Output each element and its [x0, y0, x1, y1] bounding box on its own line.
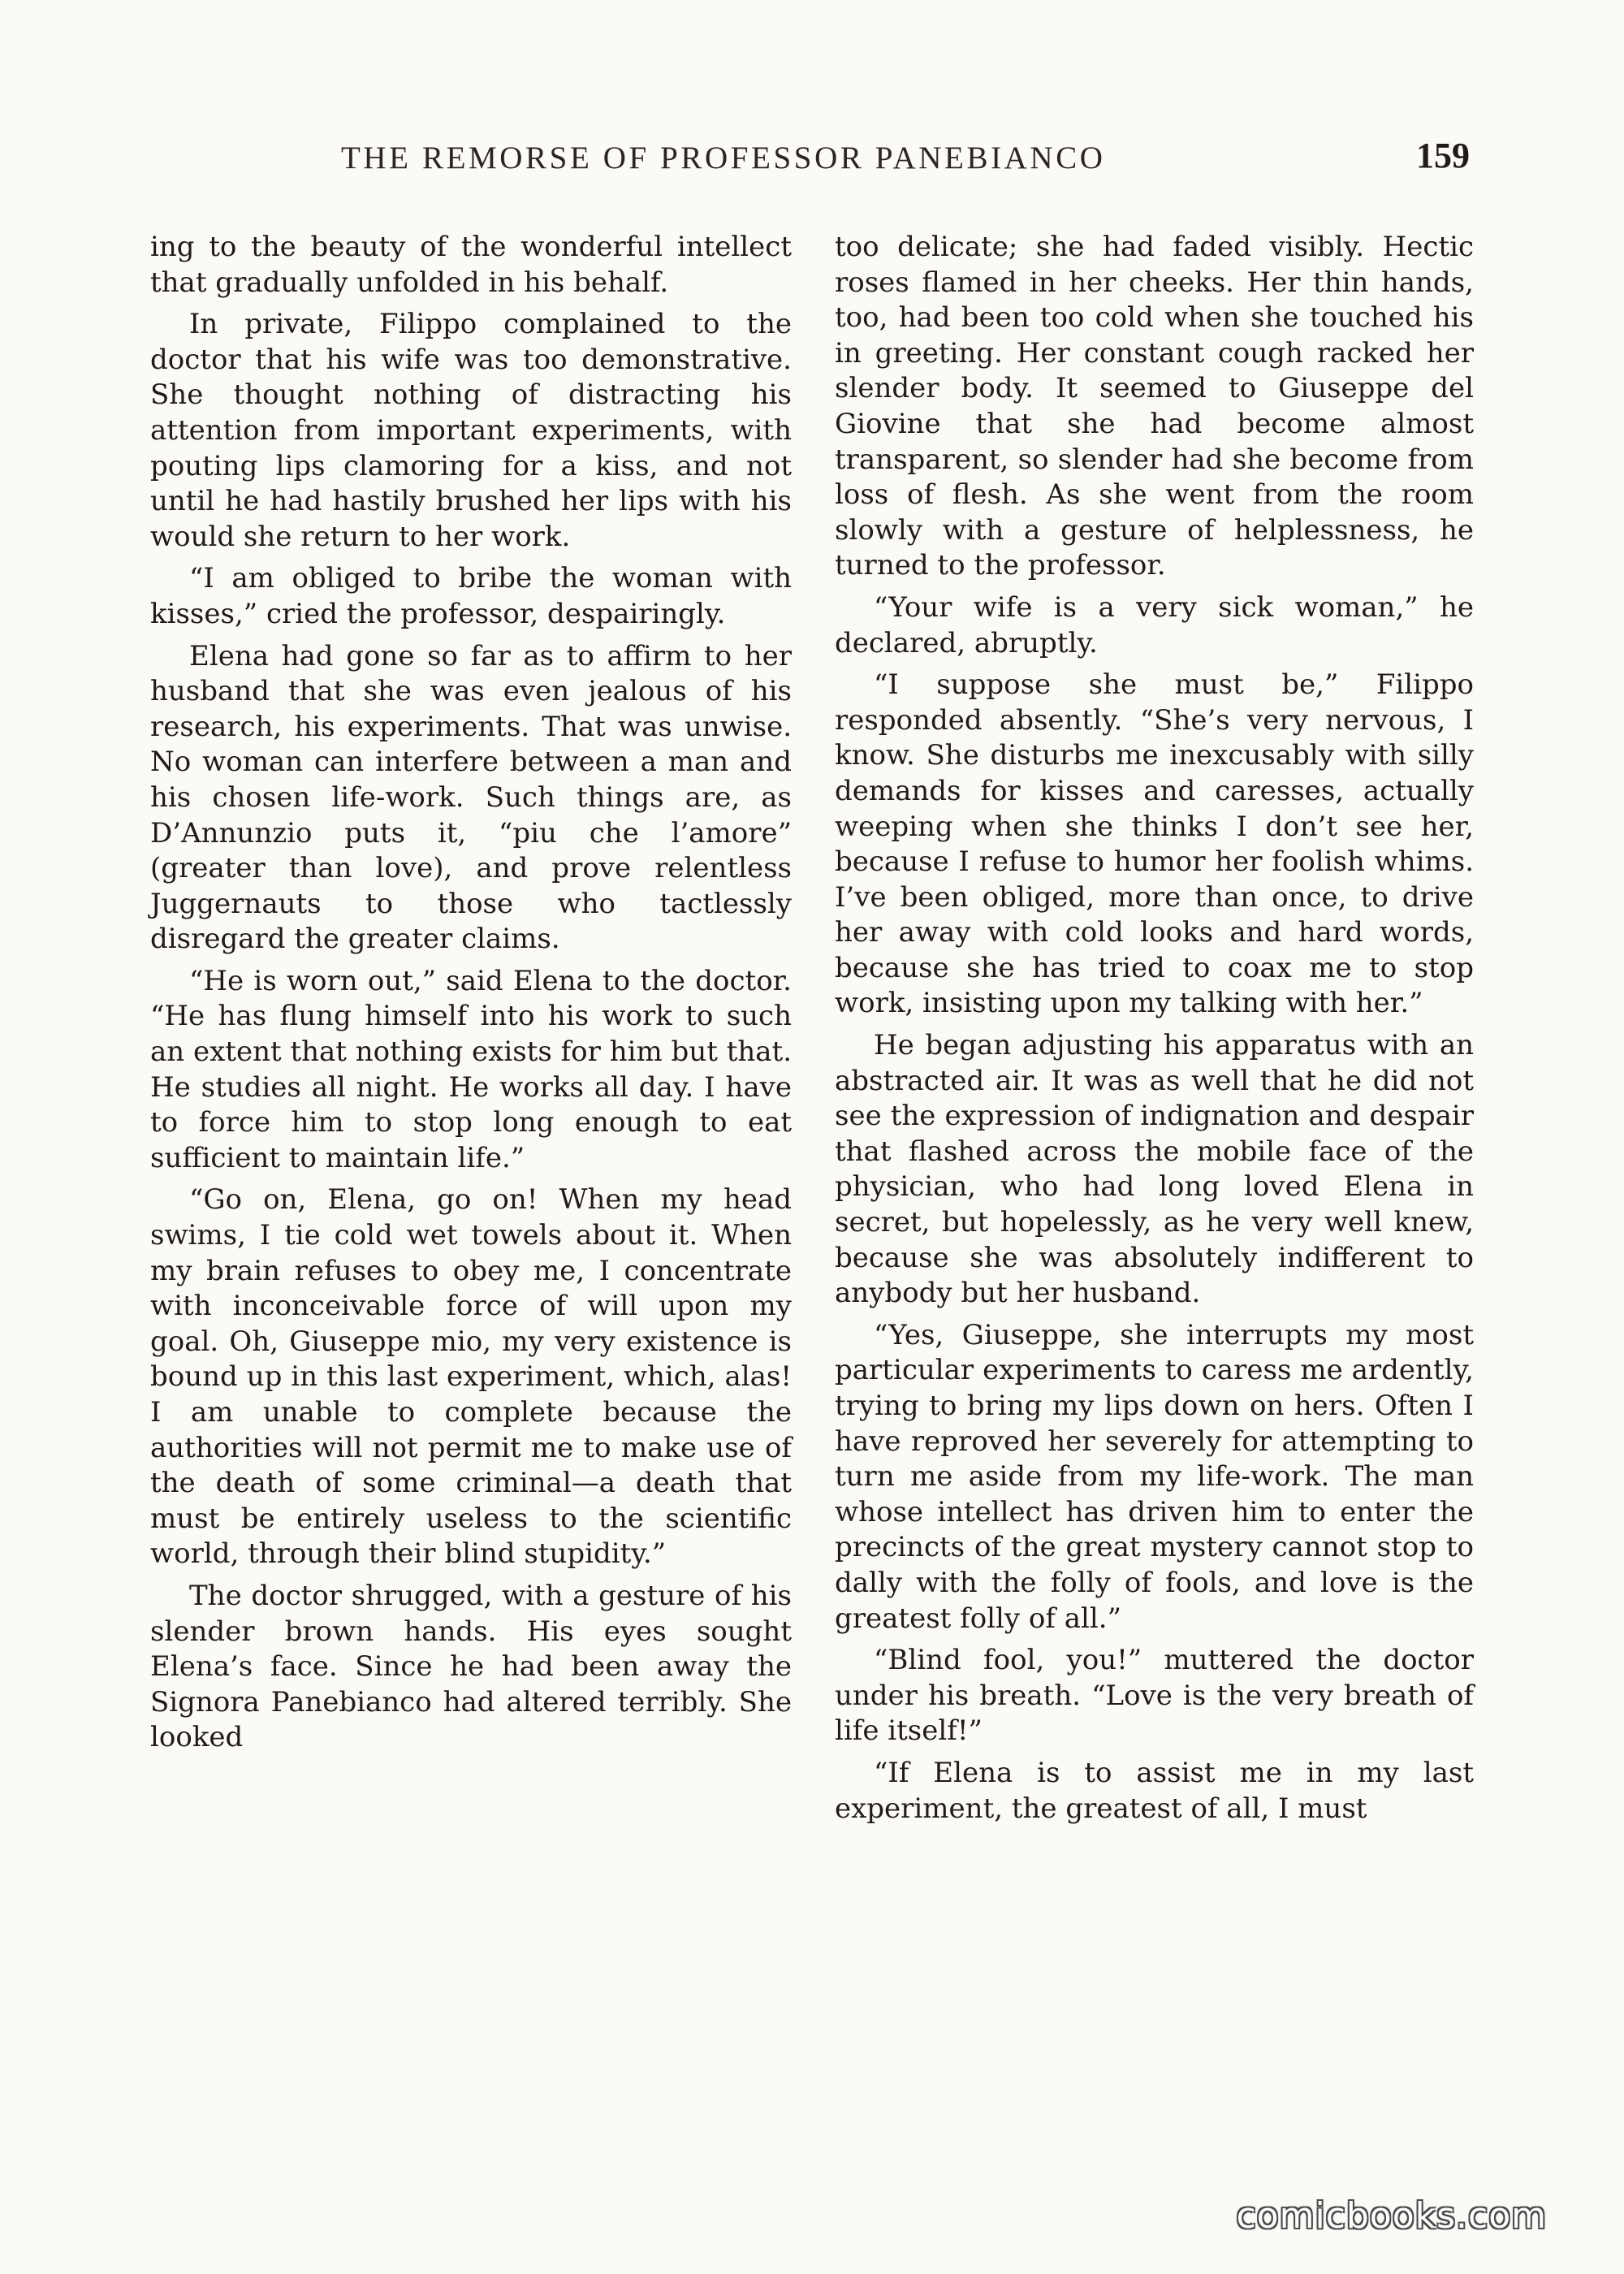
- paragraph: He began adjusting his apparatus with an abstracted air. It was as well that he did not see the expression of indignation and despair that flashed across the mobile face of the physician, who had long loved Elena in secret, but hopelessly, as he very well knew, because she was absolutely indifferent to anybody but her husband.: [835, 1029, 1474, 1310]
- running-title: THE REMORSE OF PROFESSOR PANEBIANCO: [341, 141, 1106, 175]
- right-column: [835, 230, 1474, 1833]
- running-header: [341, 135, 1494, 184]
- watermark: comicbooks.com: [1236, 2195, 1547, 2237]
- paragraph: The doctor shrugged, with a gesture of his slender brown hands. His eyes sought Elena’s face. Since he had been away the Signora Panebianco had altered terribly. She looked: [150, 1579, 792, 1754]
- paragraph: “Your wife is a very sick woman,” he declared, abruptly.: [835, 590, 1474, 659]
- paragraph: “Blind fool, you!” muttered the doctor under his breath. “Love is the very breath of life itself!”: [835, 1644, 1474, 1748]
- paragraph: “If Elena is to assist me in my last experiment, the greatest of all, I must: [835, 1756, 1474, 1825]
- paragraph: “I suppose she must be,” Filippo responded absently. “She’s very nervous, I know. She disturbs me inexcusably with silly demands for kisses and caresses, actually weeping when she thinks I don’t see her, because I refuse to humor her foolish whims. I’ve been obliged, more than once, to drive her away with cold looks and hard words, because she has tried to coax me to stop work, insisting upon my talking with her.”: [835, 668, 1474, 1020]
- paragraph: “He is worn out,” said Elena to the doctor. “He has flung himself into his work to such an extent that nothing exists for him but that. He studies all night. He works all day. I have to force him to stop long enough to eat sufficient to maintain life.”: [150, 964, 792, 1174]
- paragraph: In private, Filippo complained to the doctor that his wife was too demonstrative. She thought nothing of distracting his attention from important experiments, with pouting lips clamoring for a kiss, and not until he had hastily brushed her lips with his would she return to her work.: [150, 308, 792, 553]
- page-number: 159: [1416, 136, 1470, 175]
- paragraph: ing to the beauty of the wonderful intellect that gradually unfolded in his behalf.: [150, 231, 792, 299]
- paragraph: Elena had gone so far as to affirm to her husband that she was even jealous of his research, his experiments. That was unwise. No woman can interfere between a man and his chosen life-work. Such things are, as D’Annunzio puts it, “piu che l’amore” (greater than love), and prove relentless Juggernauts to those who tactlessly disregard the greater claims.: [150, 639, 792, 956]
- paragraph: “I am obliged to bribe the woman with kisses,” cried the professor, despairingly.: [150, 562, 792, 630]
- paragraph: “Go on, Elena, go on! When my head swims, I tie cold wet towels about it. When my brain refuses to obey me, I concentrate with inconceivable force of will upon my goal. Oh, Giuseppe mio, my very existence is bound up in this last experiment, which, alas! I am unable to complete because the authorities will not permit me to make use of the death of some criminal—a death that must be entirely useless to the scientific world, through their blind stupidity.”: [150, 1183, 792, 1571]
- paragraph: “Yes, Giuseppe, she interrupts my most particular experiments to caress me ardently, trying to bring my lips down on hers. Often I have reproved her severely for attempting to turn me aside from my life-work. The man whose intellect has driven him to enter the precincts of the great mystery cannot stop to dally with the folly of fools, and love is the greatest folly of all.”: [835, 1318, 1474, 1635]
- paragraph: too delicate; she had faded visibly. Hectic roses flamed in her cheeks. Her thin hands, too, had been too cold when she touched his in greeting. Her constant cough racked her slender body. It seemed to Giuseppe del Giovine that she had become almost transparent, so slender had she become from loss of flesh. As she went from the room slowly with a gesture of helplessness, he turned to the professor.: [835, 231, 1474, 582]
- left-column: [150, 230, 792, 1762]
